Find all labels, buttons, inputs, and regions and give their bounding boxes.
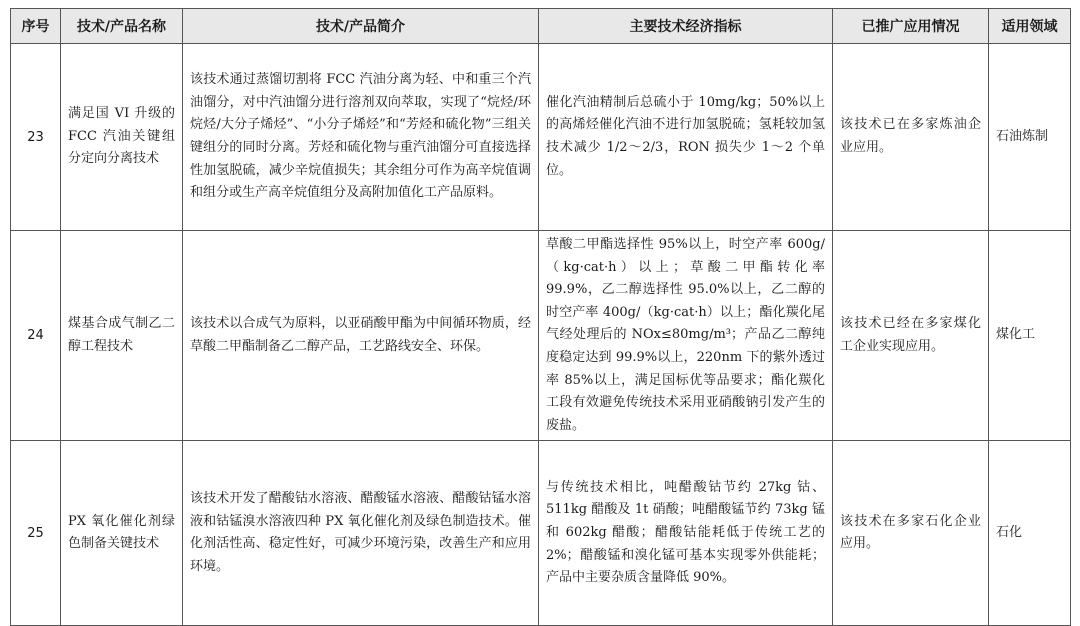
table-row: [11, 44, 1071, 231]
row-name: 满足国 VI 升级的 FCC 汽油关键组分定向分离技术: [68, 106, 175, 167]
row-indicators: 催化汽油精制后总硫小于 10mg/kg；50%以上的高烯烃催化汽油不进行加氢脱硫；氢耗较加氢技术减少 1/2～2/3，RON 损失少 1～2 个单位。: [546, 94, 825, 178]
header-name: 技术/产品名称: [61, 9, 183, 44]
row-name-cell: [61, 231, 183, 441]
header-indicators: 主要技术经济指标: [539, 9, 833, 44]
row-application-cell: [833, 231, 989, 441]
row-field: 石化: [996, 525, 1023, 541]
row-application: 该技术已经在多家煤化工企业实现应用。: [840, 316, 981, 354]
technology-table: [10, 8, 1071, 626]
row-name: 煤基合成气制乙二醇工程技术: [68, 316, 175, 354]
header-application: 已推广应用情况: [833, 9, 989, 44]
table-row: [11, 231, 1071, 441]
row-indicators: 与传统技术相比，吨醋酸钴节约 27kg 钴、511kg 醋酸及 1t 硝酸；吨醋酸锰节约 73kg 锰和 602kg 醋酸；醋酸钴能耗低于传统工艺的 2%；醋酸锰和溴化锰可基本实现零外供能耗；产品中主要杂质含量降低 90%。: [546, 479, 825, 586]
table-header-row: [11, 9, 1071, 44]
row-indicators-cell: [539, 231, 833, 441]
row-intro-cell: [183, 44, 539, 231]
row-name-cell: [61, 441, 183, 626]
row-application-cell: [833, 44, 989, 231]
row-intro: 该技术通过蒸馏切割将 FCC 汽油分离为轻、中和重三个汽油馏分，对中汽油馏分进行溶剂双向萃取，实现了“烷烃/环烷烃/大分子烯烃”、“小分子烯烃”和“芳烃和硫化物”三组关键组分的同时分离。芳烃和硫化物与重汽油馏分可直接选择性加氢脱硫，减少辛烷值损失；其余组分可作为高辛烷值调和组分或生产高辛烷值组分及高附加值化工产品原料。: [190, 72, 531, 201]
row-indicators: 草酸二甲酯选择性 95%以上，时空产率 600g/（kg·cat·h）以上；草酸二甲酯转化率 99.9%，乙二醇选择性 95.0%以上，乙二醇的时空产率 400g/（kg·cat·h）以上；酯化羰化尾气经处理后的 NOx≤80mg/m³；产品乙二醇纯度稳定达到 99.9%以上，220nm 下的紫外透过率 85%以上，满足国标优等品要求；酯化羰化工段有效避免传统技术采用亚硝酸钠引发产生的废盐。: [546, 237, 825, 433]
document-page: [10, 8, 1070, 626]
row-indicators-cell: [539, 44, 833, 231]
row-application-cell: [833, 441, 989, 626]
row-name: PX 氧化催化剂绿色制备关键技术: [68, 513, 175, 552]
row-application: 该技术在多家石化企业应用。: [840, 513, 981, 552]
row-intro-cell: [183, 441, 539, 626]
row-intro-cell: [183, 231, 539, 441]
row-indicators-cell: [539, 441, 833, 626]
row-seq: 24: [11, 231, 61, 441]
row-field: 煤化工: [996, 327, 1036, 343]
header-intro: 技术/产品简介: [183, 9, 539, 44]
row-field-cell: [989, 231, 1071, 441]
table-row: [11, 441, 1071, 626]
row-seq: 23: [11, 44, 61, 231]
row-field-cell: [989, 441, 1071, 626]
row-intro: 该技术开发了醋酸钴水溶液、醋酸锰水溶液、醋酸钴锰水溶液和钴锰溴水溶液四种 PX 氧化催化剂及绿色制造技术。催化剂活性高、稳定性好，可减少环境污染，改善生产和应用环境。: [190, 491, 531, 574]
header-seq: 序号: [11, 9, 61, 44]
row-intro: 该技术以合成气为原料，以亚硝酸甲酯为中间循环物质，经草酸二甲酯制备乙二醇产品，工艺路线安全、环保。: [190, 316, 531, 354]
row-application: 该技术已在多家炼油企业应用。: [840, 117, 981, 155]
row-name-cell: [61, 44, 183, 231]
row-field-cell: [989, 44, 1071, 231]
row-seq: 25: [11, 441, 61, 626]
header-field: 适用领域: [989, 9, 1071, 44]
row-field: 石油炼制: [996, 128, 1049, 144]
